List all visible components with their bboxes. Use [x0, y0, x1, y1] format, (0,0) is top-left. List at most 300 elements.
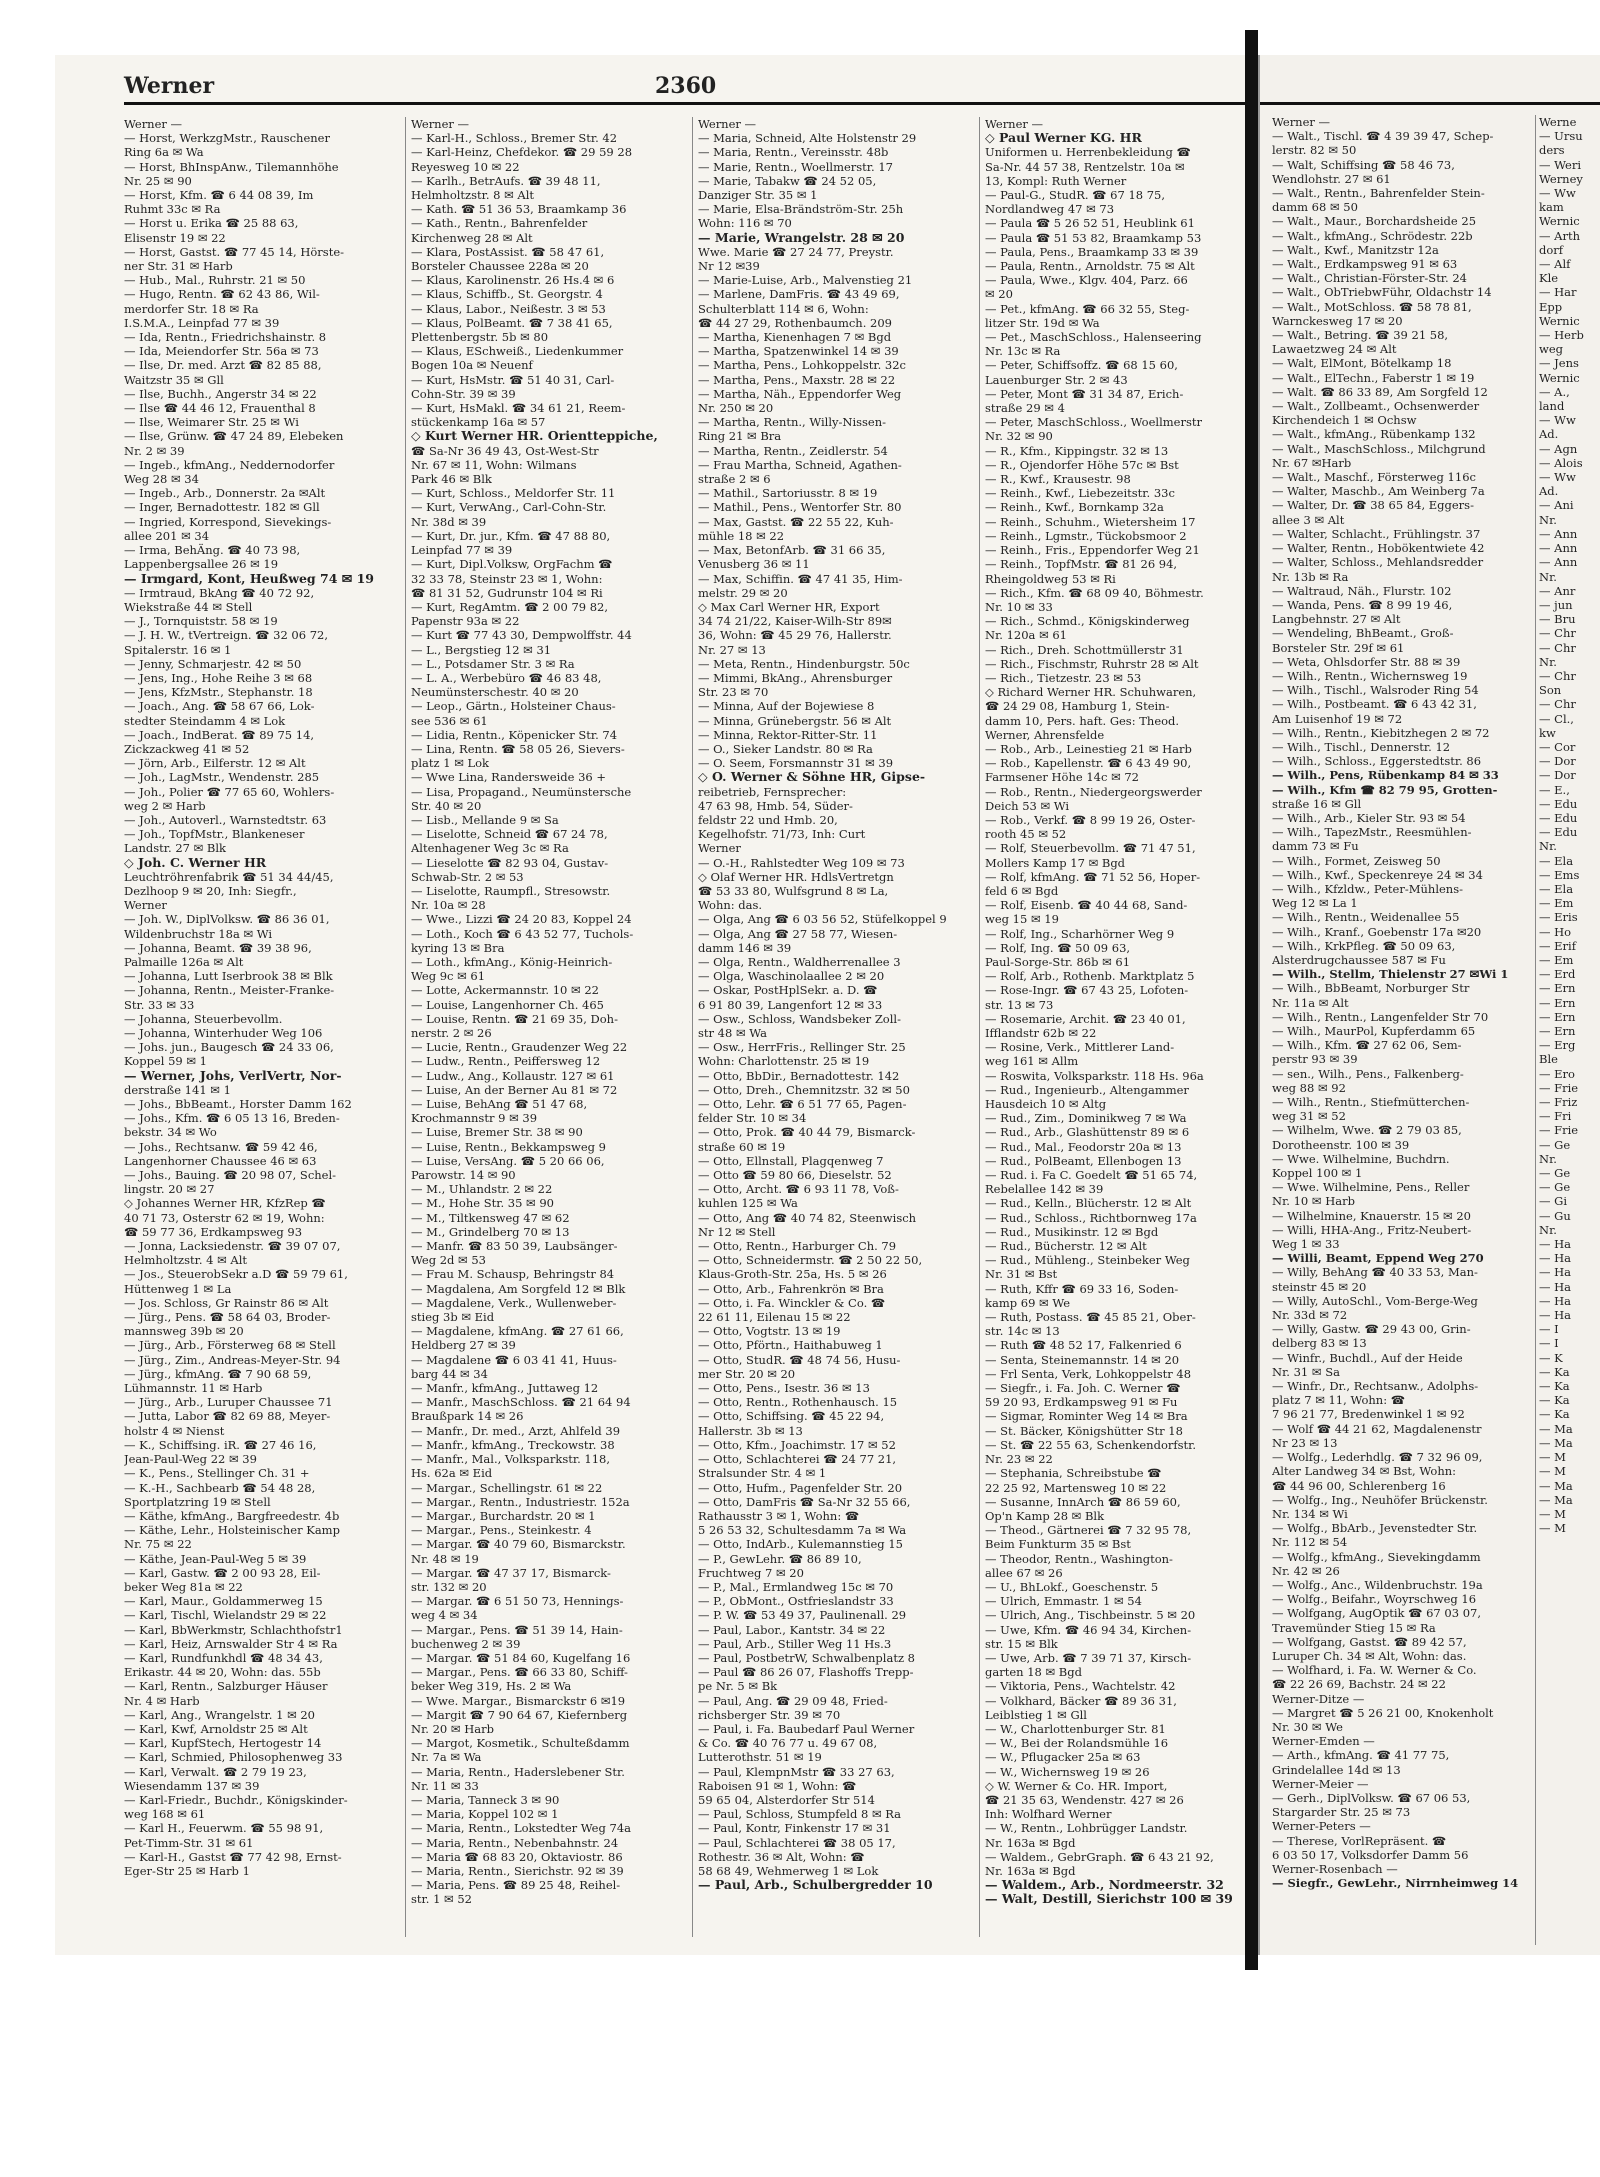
- directory-entry-line: — Karl, Gastw. ☎ 2 00 93 28, Eil-: [124, 1565, 321, 1580]
- next-page-entry-line: Nr. 10 ✉ Harb: [1272, 1194, 1355, 1209]
- directory-entry-line: — Margar., Rentn., Industriestr. 152a: [411, 1494, 630, 1509]
- next-page-entry-line: Werner —: [1272, 115, 1331, 129]
- directory-entry-line: — Horst, BhInspAnw., Tilemannhöhe: [124, 159, 339, 174]
- directory-entry-line: — Rob., Arb., Leinestieg 21 ✉ Harb: [985, 741, 1192, 756]
- next-page-entry-line: — Weta, Ohlsdorfer Str. 88 ✉ 39: [1272, 654, 1461, 669]
- directory-entry-line: — Marie, Tabakw ☎ 24 52 05,: [698, 173, 877, 188]
- directory-entry-line: ◇ Olaf Werner HR. HdlsVertretgn: [698, 869, 894, 884]
- directory-entry-line: & Co. ☎ 40 76 77 u. 49 67 08,: [698, 1736, 878, 1751]
- directory-entry-line: — Rud., Mühleng., Steinbeker Weg: [985, 1253, 1190, 1268]
- directory-entry-line: Hüttenweg 1 ✉ La: [124, 1281, 232, 1296]
- next-page-entry-line: — Margret ☎ 5 26 21 00, Knokenholt: [1272, 1705, 1494, 1720]
- directory-entry-line: — Luise, Bremer Str. 38 ✉ 90: [411, 1125, 583, 1140]
- directory-entry-line: Nr. 38d ✉ 39: [411, 514, 487, 529]
- directory-entry-line: — Rud., Schloss., Richtbornweg 17a: [985, 1210, 1197, 1225]
- directory-entry-line: ◇ Richard Werner HR. Schuhwaren,: [985, 685, 1197, 700]
- directory-entry-line: — Otto, Prok. ☎ 40 44 79, Bismarck-: [698, 1125, 916, 1140]
- directory-entry-line: — Louise, Rentn. ☎ 21 69 35, Doh-: [411, 1011, 618, 1026]
- directory-entry-line: Zickzackweg 41 ✉ 52: [124, 741, 250, 756]
- directory-entry-line: Werner —: [124, 117, 183, 131]
- directory-entry-line: — Karl, Rundfunkhdl ☎ 48 34 43,: [124, 1650, 323, 1665]
- directory-entry-line: — Karl-H., Schloss., Bremer Str. 42: [411, 131, 618, 146]
- directory-entry-line: — Frau M. Schausp, Behringstr 84: [411, 1267, 615, 1282]
- directory-entry-line: ☎ 81 31 52, Gudrunstr 104 ✉ Ri: [411, 585, 603, 600]
- directory-entry-line: — Joh., Polier ☎ 77 65 60, Wohlers-: [124, 784, 335, 799]
- directory-entry-line: — Kurt, Dipl.Volksw, OrgFachm ☎: [411, 557, 613, 572]
- directory-entry-line: weg 168 ✉ 61: [124, 1807, 206, 1822]
- directory-page: [55, 55, 1245, 1955]
- next-page-entry-line: damm 73 ✉ Fu: [1272, 839, 1359, 854]
- directory-entry-line: — Magdalena, Am Sorgfeld 12 ✉ Blk: [411, 1281, 626, 1296]
- next-page-entry-line: — Walt., Zollbeamt., Ochsenwerder: [1272, 399, 1480, 414]
- directory-entry-line: — Kurt, VerwAng., Carl-Cohn-Str.: [411, 500, 607, 515]
- directory-entry-line: — St. ☎ 22 55 63, Schenkendorfstr.: [985, 1437, 1197, 1452]
- next-page-entry-line: Warnckesweg 17 ✉ 20: [1272, 313, 1403, 328]
- directory-entry-line: ☎ 21 35 63, Wendenstr. 427 ✉ 26: [985, 1792, 1184, 1807]
- directory-entry-line: — Reinh., Kwf., Bornkamp 32a: [985, 500, 1164, 515]
- next-page-entry-line: Nr. 11a ✉ Alt: [1272, 995, 1349, 1010]
- directory-entry-line: Leiblstieg 1 ✉ Gll: [985, 1707, 1087, 1722]
- next-page-margin-line: dorf: [1539, 242, 1564, 257]
- next-page-margin-line: — Em: [1539, 952, 1574, 967]
- directory-entry-line: kuhlen 125 ✉ Wa: [698, 1196, 798, 1211]
- directory-entry-line: Str. 23 ✉ 70: [698, 685, 769, 700]
- directory-entry-line: str 48 ✉ Wa: [698, 1026, 767, 1040]
- directory-entry-line: Eger-Str 25 ✉ Harb 1: [124, 1863, 250, 1878]
- directory-entry-line: Landstr. 27 ✉ Blk: [124, 841, 227, 856]
- directory-entry-line: — Paul, PostbetrW, Schwalbenplatz 8: [698, 1650, 915, 1665]
- next-page-entry-line: perstr 93 ✉ 39: [1272, 1052, 1358, 1067]
- directory-entry-line: Op'n Kamp 28 ✉ Blk: [985, 1508, 1105, 1523]
- next-page-entry-line: straße 16 ✉ Gll: [1272, 796, 1362, 811]
- directory-entry-line: — Klaus, Labor., Neißestr. 3 ✉ 53: [411, 301, 606, 316]
- directory-entry-line: Nr. 163a ✉ Bgd: [985, 1835, 1076, 1850]
- directory-entry-line: Nr. 250 ✉ 20: [698, 401, 774, 416]
- next-page-margin-line: kam: [1539, 200, 1564, 215]
- directory-entry-line: — Paul, Labor., Kantstr. 34 ✉ 22: [698, 1622, 886, 1637]
- next-page-entry-line: allee 3 ✉ Alt: [1272, 512, 1345, 527]
- next-page-entry-line: — Walt., Maur., Borchardsheide 25: [1272, 214, 1477, 229]
- directory-entry-line: — R., Kwf., Krausestr. 98: [985, 472, 1131, 487]
- directory-entry-line: Leuchtröhrenfabrik ☎ 51 34 44/45,: [124, 869, 334, 884]
- directory-entry-line: — Johanna, Rentn., Meister-Franke-: [124, 983, 335, 998]
- directory-entry-line: — Margot, Kosmetik., Schulteßdamm: [411, 1736, 630, 1751]
- directory-entry-line: — Karl-H., Gastst ☎ 77 42 98, Ernst-: [124, 1849, 342, 1864]
- next-page-margin-line: — Ma: [1539, 1478, 1573, 1493]
- directory-entry-line: — Kurt, HsMstr. ☎ 51 40 31, Carl-: [411, 372, 615, 387]
- next-page-entry-line: — Walt. ☎ 86 33 89, Am Sorgfeld 12: [1272, 384, 1488, 399]
- directory-entry-line: — Marie-Luise, Arb., Malvenstieg 21: [698, 273, 913, 288]
- directory-entry-line: — Jürg., Arb., Luruper Chaussee 71: [124, 1395, 333, 1410]
- directory-entry-line: — Klara, PostAssist. ☎ 58 47 61,: [411, 244, 605, 259]
- next-page-entry-line: — Wilh., Arb., Kieler Str. 93 ✉ 54: [1272, 810, 1466, 825]
- directory-entry-line: Weg 2d ✉ 53: [411, 1253, 486, 1268]
- directory-entry-line: — Luise, BehAng ☎ 51 47 68,: [411, 1097, 588, 1112]
- next-page-entry-line: — Wwe. Wilhelmine, Pens., Reller: [1272, 1180, 1470, 1195]
- directory-entry-line: — Karl, Maur., Goldammerweg 15: [124, 1594, 323, 1609]
- directory-entry-line: mühle 18 ✉ 22: [698, 528, 785, 543]
- directory-entry-line: — J., Tornquiststr. 58 ✉ 19: [124, 614, 278, 629]
- directory-entry-line: garten 18 ✉ Bgd: [985, 1665, 1082, 1680]
- directory-entry-line: — Rob., Kapellenstr. ☎ 6 43 49 90,: [985, 756, 1192, 771]
- next-page-margin-line: — Gi: [1539, 1194, 1568, 1209]
- directory-entry-line: — Martha, Pens., Maxstr. 28 ✉ 22: [698, 372, 896, 387]
- directory-entry-line: Kegelhofstr. 71/73, Inh: Curt: [698, 827, 866, 842]
- directory-entry-line: — W., Charlottenburger Str. 81: [985, 1721, 1166, 1736]
- directory-entry-line: — Ulrich, Emmastr. 1 ✉ 54: [985, 1594, 1142, 1609]
- next-page-entry-line: — Walt., ObTriebwFühr, Oldachstr 14: [1272, 285, 1492, 300]
- next-page-entry-line: — Wilh., Schloss., Eggerstedtstr. 86: [1272, 754, 1482, 769]
- directory-entry-line: — Max, Gastst. ☎ 22 55 22, Kuh-: [698, 514, 894, 529]
- next-page-entry-line: — Winfr., Dr., Rechtsanw., Adolphs-: [1272, 1379, 1479, 1394]
- directory-entry-line: — Kurt ☎ 77 43 30, Dempwolffstr. 44: [411, 628, 632, 643]
- directory-entry-line: — Otto, StudR. ☎ 48 74 56, Husu-: [698, 1352, 901, 1367]
- next-page-entry-line: — Wolfg., Ing., Neuhöfer Brückenstr.: [1272, 1492, 1488, 1507]
- directory-entry-line: — Ludw., Rentn., Peiffersweg 12: [411, 1054, 601, 1069]
- directory-entry-line: 59 65 04, Alsterdorfer Str 514: [698, 1792, 875, 1807]
- directory-entry-line: — Rud., Mal., Feodorstr 20a ✉ 13: [985, 1139, 1182, 1154]
- directory-entry-line: — Jutta, Labor ☎ 82 69 88, Meyer-: [124, 1409, 331, 1424]
- directory-entry-line: Lühmannstr. 11 ✉ Harb: [124, 1381, 263, 1396]
- directory-entry-line: — Jens, Ing., Hohe Reihe 3 ✉ 68: [124, 670, 313, 685]
- directory-entry-line: Heldberg 27 ✉ 39: [411, 1338, 516, 1353]
- directory-entry-line: — Manfr., MaschSchloss. ☎ 21 64 94: [411, 1395, 631, 1410]
- next-page-margin-line: — Ern: [1539, 1024, 1576, 1038]
- next-page-entry-line: — Walt., Kwf., Manitzstr 12a: [1272, 242, 1439, 257]
- directory-entry-line: — Johanna, Beamt. ☎ 39 38 96,: [124, 940, 312, 955]
- directory-entry-line: — O. Seem, Forsmannstr 31 ✉ 39: [698, 756, 894, 771]
- directory-entry-line: Ifflandstr 62b ✉ 22: [985, 1026, 1097, 1040]
- directory-entry-line: — Rolf, Steuerbevollm. ☎ 71 47 51,: [985, 841, 1196, 856]
- directory-entry-line: Rothestr. 36 ✉ Alt, Wohn: ☎: [698, 1849, 865, 1864]
- directory-entry-line: — Liselotte, Raumpfl., Stresowstr.: [411, 883, 611, 898]
- next-page-margin-line: — Frie: [1539, 1123, 1579, 1138]
- directory-entry-line: Nr. 32 ✉ 90: [985, 429, 1053, 444]
- directory-column-2: [411, 117, 686, 1937]
- directory-entry-line: ◇ W. Werner & Co. HR. Import,: [985, 1778, 1168, 1793]
- directory-entry-line: — Otto, Schneidermstr. ☎ 2 50 22 50,: [698, 1253, 923, 1268]
- directory-entry-line: Venusberg 36 ✉ 11: [698, 557, 810, 572]
- next-page-entry-line: — Wilh., BbBeamt, Norburger Str: [1272, 981, 1470, 996]
- directory-entry-line: — O.-H., Rahlstedter Weg 109 ✉ 73: [698, 855, 905, 870]
- next-page-entry-line: — Wilh., Pens, Rübenkamp 84 ✉ 33: [1272, 768, 1499, 783]
- directory-entry-line: Mollers Kamp 17 ✉ Bgd: [985, 855, 1126, 870]
- next-page-margin-line: Son: [1539, 683, 1562, 698]
- directory-entry-line: litzer Str. 19d ✉ Wa: [985, 315, 1100, 330]
- directory-entry-line: — Margar. ☎ 6 51 50 73, Hennings-: [411, 1594, 624, 1609]
- directory-entry-line: — Jenny, Schmarjestr. 42 ✉ 50: [124, 656, 302, 671]
- directory-entry-line: Braußpark 14 ✉ 26: [411, 1409, 524, 1424]
- next-page-margin-line: — Edu: [1539, 825, 1578, 840]
- directory-entry-line: — K., Pens., Stellinger Ch. 31 +: [124, 1466, 310, 1481]
- next-page-entry-line: — Walt., ElTechn., Faberstr 1 ✉ 19: [1272, 370, 1475, 385]
- next-page-entry-line: — Wanda, Pens. ☎ 8 99 19 46,: [1272, 597, 1453, 612]
- directory-entry-line: str. 14c ✉ 13: [985, 1324, 1060, 1339]
- directory-entry-line: damm 146 ✉ 39: [698, 940, 792, 955]
- directory-entry-line: richsberger Str. 39 ✉ 70: [698, 1707, 841, 1722]
- next-page-entry-line: weg 88 ✉ 92: [1272, 1080, 1346, 1095]
- directory-entry-line: — Otto, Ang ☎ 40 74 82, Steenwisch: [698, 1210, 917, 1225]
- directory-entry-line: — Karl, Ang., Wrangelstr. 1 ✉ 20: [124, 1707, 316, 1722]
- directory-entry-line: Bogen 10a ✉ Neuenf: [411, 358, 533, 373]
- directory-entry-line: — Stephania, Schreibstube ☎: [985, 1466, 1162, 1481]
- next-page-margin-line: — Ha: [1539, 1265, 1572, 1280]
- directory-entry-line: — Mathil., Pens., Wentorfer Str. 80: [698, 500, 902, 515]
- directory-entry-line: — R., Kfm., Kippingstr. 32 ✉ 13: [985, 443, 1169, 458]
- next-page-entry-line: — Wilh., Kfzldw., Peter-Mühlens-: [1272, 881, 1463, 896]
- directory-entry-line: — U., BhLokf., Goeschenstr. 5: [985, 1579, 1159, 1594]
- next-page-margin-line: — Ha: [1539, 1237, 1572, 1252]
- next-page-margin-line: — Bru: [1539, 612, 1576, 627]
- directory-entry-line: — Rud., Zim., Dominikweg 7 ✉ Wa: [985, 1111, 1187, 1126]
- next-page-entry-line: Nr. 67 ✉Harb: [1272, 455, 1352, 470]
- directory-entry-line: — Karl, Verwalt. ☎ 2 79 19 23,: [124, 1764, 307, 1779]
- next-page-margin-line: — Ero: [1539, 1066, 1575, 1081]
- directory-entry-line: — W., Wichernsweg 19 ✉ 26: [985, 1764, 1150, 1779]
- directory-entry-line: Werner: [124, 898, 167, 913]
- next-page-entry-line: Weg 12 ✉ La 1: [1272, 896, 1358, 911]
- directory-entry-line: — Maria, Rentn., Nebenbahnstr. 24: [411, 1835, 619, 1850]
- directory-entry-line: Ruhmt 33c ✉ Ra: [124, 202, 221, 217]
- directory-entry-line: — Otto, IndArb., Kulemannstieg 15: [698, 1537, 903, 1552]
- directory-entry-line: — Paula ☎ 5 26 52 51, Heublink 61: [985, 216, 1195, 231]
- directory-entry-line: — L., Bergstieg 12 ✉ 31: [411, 642, 552, 657]
- directory-entry-line: 58 68 49, Wehmerweg 1 ✉ Lok: [698, 1863, 879, 1878]
- next-page-margin-line: Nr.: [1539, 654, 1557, 669]
- next-page-margin-line: — Ka: [1539, 1364, 1570, 1379]
- directory-entry-line: Nr. 25 ✉ 90: [124, 173, 192, 188]
- directory-entry-line: — Volkhard, Bäcker ☎ 89 36 31,: [985, 1693, 1177, 1708]
- directory-entry-line: Borsteler Chaussee 228a ✉ 20: [411, 259, 589, 274]
- directory-entry-line: 36, Wohn: ☎ 45 29 76, Hallerstr.: [698, 628, 892, 643]
- directory-entry-line: — Hugo, Rentn. ☎ 62 43 86, Wil-: [124, 287, 320, 302]
- next-page-entry-line: Nr. 31 ✉ Sa: [1272, 1364, 1340, 1379]
- directory-entry-line: — Ilse, Weimarer Str. 25 ✉ Wi: [124, 415, 299, 430]
- next-page-entry-line: — Wilhelmine, Knauerstr. 15 ✉ 20: [1272, 1208, 1471, 1223]
- directory-entry-line: — Karl, KupfStech, Hertogestr 14: [124, 1736, 322, 1751]
- directory-entry-line: Werner —: [411, 117, 470, 131]
- directory-entry-line: — Ruth, Postass. ☎ 45 85 21, Ober-: [985, 1310, 1196, 1325]
- directory-entry-line: — Rich., Tietzestr. 23 ✉ 53: [985, 670, 1142, 685]
- directory-entry-line: — Joh., Autoverl., Warnstedtstr. 63: [124, 812, 327, 827]
- directory-entry-line: str. 13 ✉ 73: [985, 997, 1054, 1012]
- directory-entry-line: — Rolf, Ing. ☎ 50 09 63,: [985, 940, 1131, 955]
- directory-entry-line: Hallerstr. 3b ✉ 13: [698, 1423, 803, 1438]
- directory-entry-line: — Otto, Schlachterei ☎ 24 77 21,: [698, 1452, 897, 1467]
- next-page-entry-line: — Walt, ElMont, Bötelkamp 18: [1272, 356, 1452, 371]
- directory-entry-line: — Marie, Elsa-Brändström-Str. 25h: [698, 202, 904, 217]
- next-page-margin-line: — Edu: [1539, 810, 1578, 825]
- directory-entry-line: — Viktoria, Pens., Wachtelstr. 42: [985, 1679, 1176, 1694]
- directory-entry-line: — Martha, Näh., Eppendorfer Weg: [698, 386, 902, 401]
- next-page-entry-line: — Wilh., Rentn., Kiebitzhegen 2 ✉ 72: [1272, 725, 1490, 740]
- directory-entry-line: 34 74 21/22, Kaiser-Wilh-Str 89✉: [698, 614, 892, 629]
- directory-entry-line: Erikastr. 44 ✉ 20, Wohn: das. 55b: [124, 1665, 321, 1680]
- directory-entry-line: — Reinh., TopfMstr. ☎ 81 26 94,: [985, 557, 1178, 572]
- directory-entry-line: Hs. 62a ✉ Eid: [411, 1466, 493, 1481]
- directory-entry-line: kyring 13 ✉ Bra: [411, 940, 505, 955]
- directory-entry-line: Nr. 4 ✉ Harb: [124, 1693, 200, 1708]
- directory-entry-line: — Ida, Rentn., Friedrichshainstr. 8: [124, 330, 327, 345]
- directory-entry-line: Nr. 10 ✉ 33: [985, 599, 1053, 614]
- directory-entry-line: 22 25 92, Martensweg 10 ✉ 22: [985, 1480, 1167, 1495]
- next-page-margin-line: — Ka: [1539, 1407, 1570, 1422]
- directory-entry-line: — M., Grindelberg 70 ✉ 13: [411, 1224, 570, 1239]
- directory-entry-line: — Horst, Kfm. ☎ 6 44 08 39, Im: [124, 188, 314, 203]
- directory-entry-line: Altenhagener Weg 3c ✉ Ra: [411, 841, 569, 856]
- next-page-entry-line: ☎ 44 96 00, Schlerenberg 16: [1272, 1478, 1446, 1493]
- page-number: 2360: [655, 73, 717, 99]
- directory-entry-line: Nr. 163a ✉ Bgd: [985, 1863, 1076, 1878]
- directory-entry-line: Krochmannstr 9 ✉ 39: [411, 1111, 538, 1126]
- directory-entry-line: — Rolf, Arb., Rothenb. Marktplatz 5: [985, 969, 1195, 984]
- directory-entry-line: Nr. 67 ✉ 11, Wohn: Wilmans: [411, 457, 577, 472]
- directory-entry-line: Nr. 48 ✉ 19: [411, 1551, 479, 1566]
- next-page-margin-line: — Har: [1539, 285, 1577, 300]
- next-page-entry-line: — Wilh., Stellm, Thielenstr 27 ✉Wi 1: [1272, 967, 1509, 982]
- directory-entry-line: — Margit ☎ 7 90 64 67, Kiefernberg: [411, 1707, 628, 1722]
- directory-entry-line: Wiesendamm 137 ✉ 39: [124, 1778, 260, 1793]
- next-page-entry-line: Am Luisenhof 19 ✉ 72: [1272, 711, 1403, 726]
- next-page-margin-line: — Alois: [1539, 455, 1583, 470]
- directory-entry-line: — Theodor, Rentn., Washington-: [985, 1551, 1173, 1566]
- next-page-entry-line: Koppel 100 ✉ 1: [1272, 1166, 1363, 1181]
- next-page-margin-line: — Ka: [1539, 1393, 1570, 1408]
- next-page-margin-line: — Ann: [1539, 555, 1578, 570]
- next-page-entry-line: Werner-Peters —: [1272, 1819, 1371, 1834]
- directory-entry-line: nerstr. 2 ✉ 26: [411, 1026, 492, 1040]
- directory-entry-line: Klaus-Groth-Str. 25a, Hs. 5 ✉ 26: [698, 1267, 887, 1282]
- directory-entry-line: — Jens, KfzMstr., Stephanstr. 18: [124, 685, 313, 700]
- directory-entry-line: Palmaille 126a ✉ Alt: [124, 954, 244, 969]
- directory-entry-line: — Otto, i. Fa. Winckler & Co. ☎: [698, 1295, 886, 1310]
- next-page-entry-line: — Wilh., Rentn., Weidenallee 55: [1272, 910, 1460, 925]
- directory-entry-line: — Max, Schiffin. ☎ 47 41 35, Him-: [698, 571, 903, 586]
- next-page-entry-line: Nr. 112 ✉ 54: [1272, 1535, 1348, 1550]
- next-page-margin-line: — Arth: [1539, 228, 1580, 243]
- directory-entry-line: 59 20 93, Erdkampsweg 91 ✉ Fu: [985, 1395, 1178, 1410]
- directory-entry-line: — Johs., Rechtsanw. ☎ 59 42 46,: [124, 1139, 318, 1154]
- directory-entry-line: — Wwe. Margar., Bismarckstr 6 ✉19: [411, 1693, 626, 1708]
- directory-entry-line: — Paul-G., StudR. ☎ 67 18 75,: [985, 188, 1166, 203]
- directory-entry-line: straße 60 ✉ 19: [698, 1139, 786, 1154]
- next-page-margin-line: — Chr: [1539, 697, 1576, 712]
- next-page-entry-line: — Wilh., Kranf., Goebenstr 17a ✉20: [1272, 924, 1482, 939]
- directory-entry-line: 6 91 80 39, Langenfort 12 ✉ 33: [698, 997, 883, 1012]
- directory-entry-line: — Waldem., Arb., Nordmeerstr. 32: [985, 1878, 1224, 1893]
- directory-entry-line: weg 2 ✉ Harb: [124, 798, 206, 813]
- directory-entry-line: Schulterblatt 114 ✉ 6, Wohn:: [698, 301, 869, 316]
- directory-entry-line: derstraße 141 ✉ 1: [124, 1082, 231, 1097]
- directory-entry-line: — Reinh., Lgmstr., Tückobsmoor 2: [985, 528, 1187, 543]
- directory-entry-line: Weg 9c ✉ 61: [411, 969, 486, 984]
- directory-entry-line: — Paul, Schlachterei ☎ 38 05 17,: [698, 1835, 896, 1850]
- directory-entry-line: Str. 40 ✉ 20: [411, 798, 482, 813]
- directory-entry-line: — Maria, Rentn., Haderslebener Str.: [411, 1764, 625, 1779]
- directory-entry-line: — Rob., Rentn., Niedergeorgswerder: [985, 784, 1202, 799]
- next-page-entry-line: — Wolfg., Anc., Wildenbruchstr. 19a: [1272, 1577, 1483, 1592]
- directory-entry-line: Raboisen 91 ✉ 1, Wohn: ☎: [698, 1778, 857, 1793]
- directory-entry-line: platz 1 ✉ Lok: [411, 756, 490, 771]
- directory-entry-line: — Karl H., Feuerwm. ☎ 55 98 91,: [124, 1821, 324, 1836]
- directory-entry-line: — Rud., Bücherstr. 12 ✉ Alt: [985, 1239, 1147, 1254]
- directory-entry-line: — St. Bäcker, Königshütter Str 18: [985, 1423, 1183, 1438]
- next-page-margin-line: — Erg: [1539, 1038, 1576, 1053]
- next-page-entry-line: ☎ 22 26 69, Bachstr. 24 ✉ 22: [1272, 1677, 1446, 1692]
- next-page-entry-line: — Walt., kfmAng., Rübenkamp 132: [1272, 427, 1476, 442]
- directory-entry-line: Lauenburger Str. 2 ✉ 43: [985, 372, 1128, 387]
- next-page-entry-line: — Wolfg., BbArb., Jevenstedter Str.: [1272, 1521, 1478, 1536]
- directory-entry-line: — Luise, An der Berner Au 81 ✉ 72: [411, 1082, 618, 1097]
- next-page-entry-line: — Wwe. Wilhelmine, Buchdrn.: [1272, 1151, 1450, 1166]
- directory-entry-line: — Margar. ☎ 51 84 60, Kugelfang 16: [411, 1650, 631, 1665]
- directory-entry-line: — Ilse, Grünw. ☎ 47 24 89, Elebeken: [124, 429, 344, 444]
- next-page-entry-line: — Wilh., Kfm ☎ 82 79 95, Grotten-: [1272, 782, 1498, 797]
- next-page-entry-line: — Walter, Schlacht., Frühlingstr. 37: [1272, 526, 1481, 541]
- next-page-margin-line: kw: [1539, 725, 1556, 740]
- directory-entry-line: — Maria, Rentn., Sierichstr. 92 ✉ 39: [411, 1863, 624, 1878]
- directory-entry-line: — Karl-Heinz, Chefdekor. ☎ 29 59 28: [411, 145, 633, 160]
- directory-entry-line: — Karl-Friedr., Buchdr., Königskinder-: [124, 1792, 348, 1807]
- directory-entry-line: — Martha, Rentn., Zeidlerstr. 54: [698, 443, 888, 458]
- directory-entry-line: 47 63 98, Hmb. 54, Süder-: [698, 798, 853, 813]
- next-page-entry-line: Werner-Rosenbach —: [1272, 1861, 1398, 1876]
- next-page-entry-line: — Wendeling, BhBeamt., Groß-: [1272, 626, 1454, 641]
- next-page-margin-line: Werne: [1539, 115, 1577, 129]
- next-page-entry-line: Lawaetzweg 24 ✉ Alt: [1272, 342, 1397, 357]
- directory-entry-line: — Paul, Ang. ☎ 29 09 48, Fried-: [698, 1693, 888, 1708]
- directory-entry-line: Nr 12 ✉39: [698, 259, 760, 274]
- directory-entry-line: — Hub., Mal., Ruhrstr. 21 ✉ 50: [124, 273, 306, 288]
- next-page-margin-line: — A.,: [1539, 384, 1570, 399]
- directory-entry-line: — Margar., Pens. ☎ 66 33 80, Schiff-: [411, 1665, 628, 1680]
- directory-entry-line: ◇ Kurt Werner HR. Orientteppiche,: [411, 429, 658, 444]
- directory-entry-line: — Maria ☎ 68 83 20, Oktaviostr. 86: [411, 1849, 623, 1864]
- next-page-entry-line: — Wilhelm, Wwe. ☎ 2 79 03 85,: [1272, 1123, 1462, 1138]
- directory-entry-line: — Johs., BbBeamt., Horster Damm 162: [124, 1097, 352, 1112]
- next-page-entry-line: — Walt, Schiffsing ☎ 58 46 73,: [1272, 157, 1455, 172]
- next-page-entry-line: lerstr. 82 ✉ 50: [1272, 143, 1357, 158]
- directory-entry-line: ◇ O. Werner & Söhne HR, Gipse-: [698, 770, 926, 785]
- directory-entry-line: Nordlandweg 47 ✉ 73: [985, 202, 1115, 217]
- directory-entry-line: Danziger Str. 35 ✉ 1: [698, 188, 818, 203]
- column-divider: [979, 117, 980, 1937]
- next-page-entry-line: — Wilh., Kfm. ☎ 27 62 06, Sem-: [1272, 1038, 1462, 1053]
- directory-entry-line: barg 44 ✉ 34: [411, 1366, 488, 1381]
- directory-entry-line: Lutterothstr. 51 ✉ 19: [698, 1750, 822, 1765]
- column-divider: [405, 117, 406, 1937]
- directory-entry-line: — Leop., Gärtn., Holsteiner Chaus-: [411, 699, 616, 714]
- directory-entry-line: — Otto, Kfm., Joachimstr. 17 ✉ 52: [698, 1437, 896, 1452]
- directory-entry-line: — Manfr., Mal., Volksparkstr. 118,: [411, 1452, 611, 1467]
- next-page-margin-line: Wernic: [1539, 214, 1580, 229]
- next-page-entry-line: Nr 23 ✉ 13: [1272, 1435, 1338, 1450]
- next-page-margin-line: — Anr: [1539, 583, 1576, 598]
- directory-entry-line: ☎ 59 77 36, Erdkampsweg 93: [124, 1224, 303, 1239]
- directory-entry-line: Wohn: Charlottenstr. 25 ✉ 19: [698, 1054, 870, 1069]
- next-page-margin-line: — Ela: [1539, 881, 1574, 896]
- directory-entry-line: — Kath. ☎ 51 36 53, Braamkamp 36: [411, 202, 627, 217]
- next-page-entry-line: — Wolfg., kfmAng., Sievekingdamm: [1272, 1549, 1481, 1564]
- directory-entry-line: — Klaus, PolBeamt. ☎ 7 38 41 65,: [411, 315, 613, 330]
- directory-entry-line: — Otto, Rentn., Rothenhausch. 15: [698, 1395, 898, 1410]
- next-page-entry-line: Stargarder Str. 25 ✉ 73: [1272, 1805, 1411, 1820]
- next-page-entry-line: Luruper Ch. 34 ✉ Alt, Wohn: das.: [1272, 1648, 1467, 1663]
- directory-entry-line: — Otto, Rentn., Harburger Ch. 79: [698, 1239, 897, 1254]
- directory-entry-line: — Martha, Spatzenwinkel 14 ✉ 39: [698, 344, 899, 359]
- directory-entry-line: Leinpfad 77 ✉ 39: [411, 543, 513, 558]
- directory-entry-line: — Magdalene ☎ 6 03 41 41, Huus-: [411, 1352, 617, 1367]
